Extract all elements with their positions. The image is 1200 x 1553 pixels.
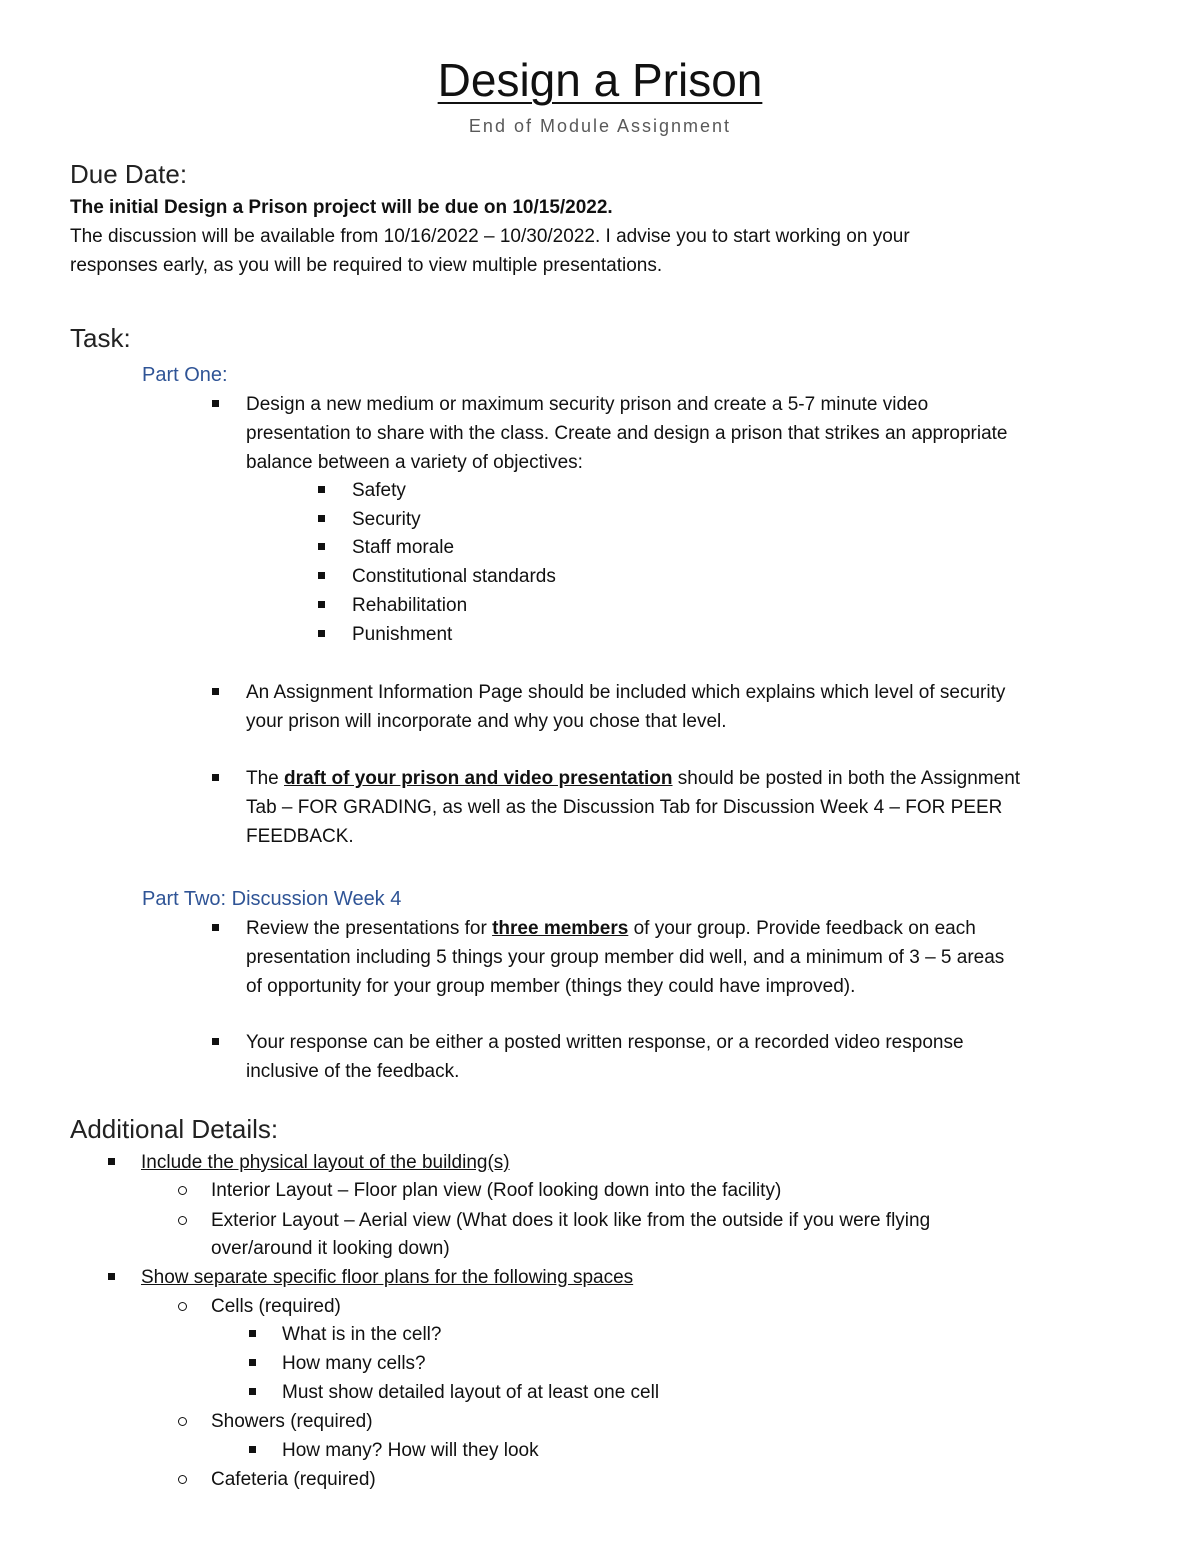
bullet-icon — [212, 688, 219, 695]
circle-bullet-icon — [178, 1417, 187, 1426]
page-subtitle: End of Module Assignment — [468, 116, 732, 136]
due-date-heading: Due Date: — [70, 159, 188, 189]
bullet-icon — [318, 486, 325, 493]
bullet-icon — [212, 400, 219, 407]
objective-item: Rehabilitation — [352, 595, 468, 616]
additional-item-layout: Include the physical layout of the building(s) — [141, 1152, 510, 1173]
part-one-bullet-2-line-2: your prison will incorporate and why you chose that level. — [246, 711, 727, 732]
exterior-layout-item: Exterior Layout – Aerial view (What does it look like from the outside if you were flying — [211, 1210, 931, 1231]
interior-layout-item: Interior Layout – Floor plan view (Roof looking down into the facility) — [211, 1180, 782, 1201]
part-one-bullet-2-line-1: An Assignment Information Page should be included which explains which level of security — [246, 682, 1006, 703]
part-one-bullet-3-line-3: FEEDBACK. — [246, 826, 354, 847]
additional-details-heading: Additional Details: — [70, 1114, 279, 1144]
objective-item: Safety — [352, 480, 406, 501]
part-one-bullet-1-line-2: presentation to share with the class. Create and design a prison that strikes an appropriate — [246, 423, 1008, 444]
bullet-icon — [318, 630, 325, 637]
page-title: Design a Prison — [437, 54, 763, 106]
part-one-bullet-1-line-1: Design a new medium or maximum security prison and create a 5-7 minute video — [246, 394, 929, 415]
discussion-dates-line: The discussion will be available from 10/16/2022 – 10/30/2022. I advise you to start working on your — [70, 226, 910, 247]
due-date-line: The initial Design a Prison project will be due on 10/15/2022. — [70, 197, 613, 218]
part-one-bullet-3-line-1: The draft of your prison and video presentation should be posted in both the Assignment — [246, 768, 1021, 789]
discussion-dates-line-2: responses early, as you will be required to view multiple presentations. — [70, 255, 663, 276]
bullet-icon — [108, 1158, 115, 1165]
objective-item: Constitutional standards — [352, 566, 556, 587]
bullet-icon — [212, 924, 219, 931]
circle-bullet-icon — [178, 1302, 187, 1311]
cafeteria-item: Cafeteria (required) — [211, 1469, 376, 1490]
bullet-icon — [318, 543, 325, 550]
bullet-icon — [108, 1273, 115, 1280]
emphasis-draft: draft of your prison and video presentation — [284, 768, 673, 789]
part-one-heading: Part One: — [142, 364, 228, 386]
part-one-bullet-1-line-3: balance between a variety of objectives: — [246, 452, 583, 473]
part-two-bullet-2-line-1: Your response can be either a posted written response, or a recorded video response — [246, 1032, 964, 1053]
part-two-bullet-2-line-2: inclusive of the feedback. — [246, 1061, 460, 1082]
part-two-bullet-1-line-2: presentation including 5 things your group member did well, and a minimum of 3 – 5 areas — [246, 947, 1005, 968]
exterior-layout-item-line-2: over/around it looking down) — [211, 1238, 450, 1259]
circle-bullet-icon — [178, 1186, 187, 1195]
emphasis-three-members: three members — [492, 918, 629, 939]
objective-item: Staff morale — [352, 537, 455, 558]
task-heading: Task: — [70, 323, 131, 353]
cells-item: Cells (required) — [211, 1296, 341, 1317]
bullet-icon — [212, 774, 219, 781]
cells-question: What is in the cell? — [282, 1324, 442, 1345]
bullet-icon — [249, 1388, 256, 1395]
additional-item-floor-plans: Show separate specific floor plans for the following spaces — [141, 1267, 634, 1288]
bullet-icon — [249, 1330, 256, 1337]
part-one-bullet-3-line-2: Tab – FOR GRADING, as well as the Discussion Tab for Discussion Week 4 – FOR PEER — [246, 797, 1003, 818]
showers-question: How many? How will they look — [282, 1440, 539, 1461]
showers-item: Showers (required) — [211, 1411, 373, 1432]
bullet-icon — [249, 1446, 256, 1453]
circle-bullet-icon — [178, 1475, 187, 1484]
part-two-bullet-1-line-1: Review the presentations for three members of your group. Provide feedback on each — [246, 918, 976, 939]
cells-question: Must show detailed layout of at least one cell — [282, 1382, 660, 1403]
bullet-icon — [318, 572, 325, 579]
objective-item: Punishment — [352, 624, 453, 645]
bullet-icon — [318, 601, 325, 608]
bullet-icon — [212, 1038, 219, 1045]
bullet-icon — [249, 1359, 256, 1366]
part-two-heading: Part Two: Discussion Week 4 — [142, 888, 402, 910]
part-two-bullet-1-line-3: of opportunity for your group member (things they could have improved). — [246, 976, 856, 997]
cells-question: How many cells? — [282, 1353, 426, 1374]
objective-item: Security — [352, 509, 421, 530]
circle-bullet-icon — [178, 1216, 187, 1225]
bullet-icon — [318, 515, 325, 522]
